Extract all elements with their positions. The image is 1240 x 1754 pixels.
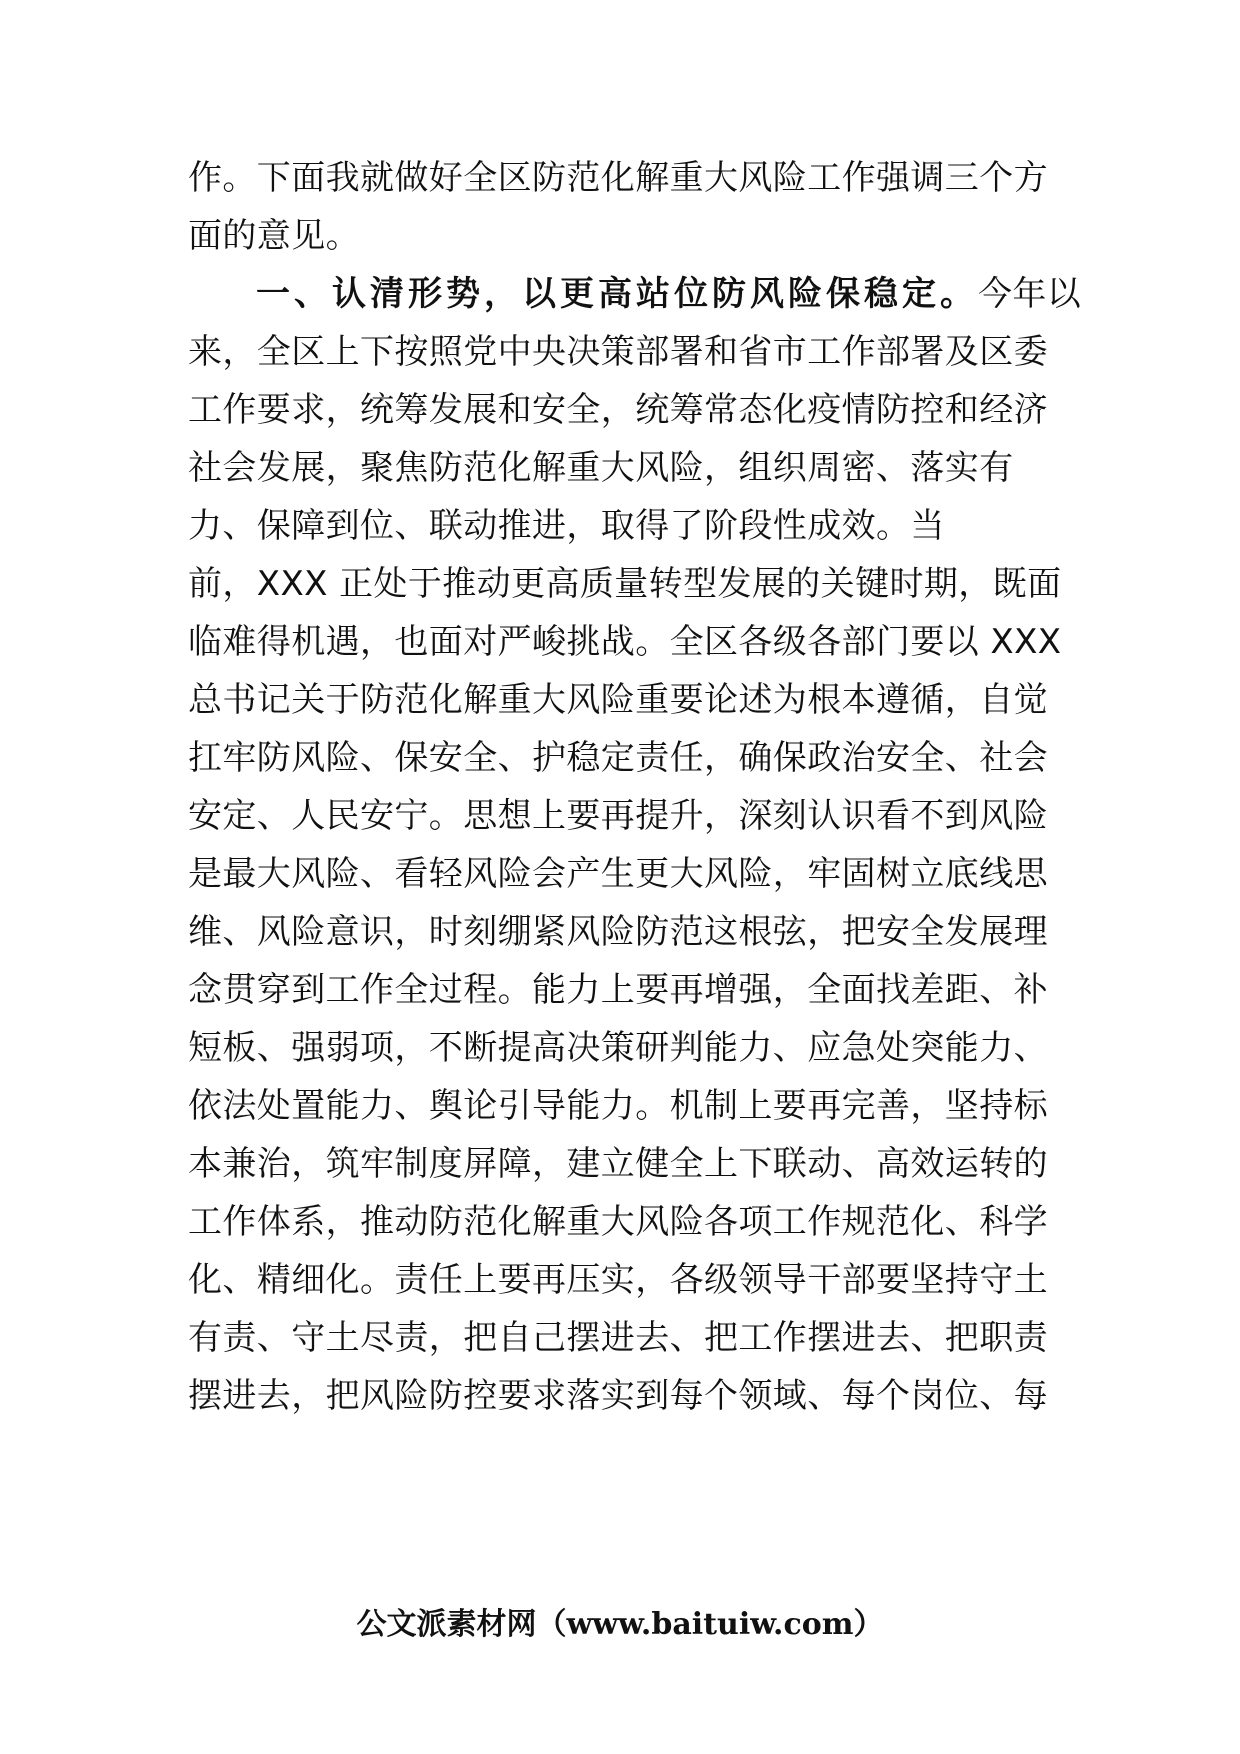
page-footer: 公文派素材网（www.baituiw.com） [356,1607,884,1642]
body-line-8: 前，XXX 正处于推动更高质量转型发展的关键时期，既面 [188,564,1062,604]
body-line-16: 短板、强弱项，不断提高决策研判能力、应急处突能力、 [188,1028,1048,1068]
body-line-5: 工作要求，统筹发展和安全，统筹常态化疫情防控和经济 [188,390,1048,430]
body-line-2: 面的意见。 [188,216,360,256]
body-line-22: 摆进去，把风险防控要求落实到每个领域、每个岗位、每 [188,1376,1048,1416]
section-heading-tail: 今年以 [978,274,1082,314]
body-line-17: 依法处置能力、舆论引导能力。机制上要再完善，坚持标 [188,1086,1048,1126]
body-line-15: 念贯穿到工作全过程。能力上要再增强，全面找差距、补 [188,970,1048,1010]
body-line-4: 来，全区上下按照党中央决策部署和省市工作部署及区委 [188,332,1048,372]
body-line-18: 本兼治，筑牢制度屏障，建立健全上下联动、高效运转的 [188,1144,1048,1184]
body-line-20: 化、精细化。责任上要再压实，各级领导干部要坚持守土 [188,1260,1048,1300]
section-heading: 一、认清形势，以更高站位防风险保稳定。 [256,274,978,314]
body-line-21: 有责、守土尽责，把自己摆进去、把工作摆进去、把职责 [188,1318,1048,1358]
body-line-11: 扛牢防风险、保安全、护稳定责任，确保政治安全、社会 [188,738,1048,778]
body-line-6: 社会发展，聚焦防范化解重大风险，组织周密、落实有 [188,448,1014,488]
section-heading-line [256,262,1082,326]
body-line-13: 是最大风险、看轻风险会产生更大风险，牢固树立底线思 [188,854,1048,894]
body-line-19: 工作体系，推动防范化解重大风险各项工作规范化、科学 [188,1202,1048,1242]
body-line-7: 力、保障到位、联动推进，取得了阶段性成效。当 [188,506,945,546]
body-line-1: 作。下面我就做好全区防范化解重大风险工作强调三个方 [188,158,1048,198]
body-line-12: 安定、人民安宁。思想上要再提升，深刻认识看不到风险 [188,796,1048,836]
body-line-14: 维、风险意识，时刻绷紧风险防范这根弦，把安全发展理 [188,912,1048,952]
body-line-9: 临难得机遇，也面对严峻挑战。全区各级各部门要以 XXX [188,622,1062,662]
body-line-10: 总书记关于防范化解重大风险重要论述为根本遵循，自觉 [188,680,1048,720]
